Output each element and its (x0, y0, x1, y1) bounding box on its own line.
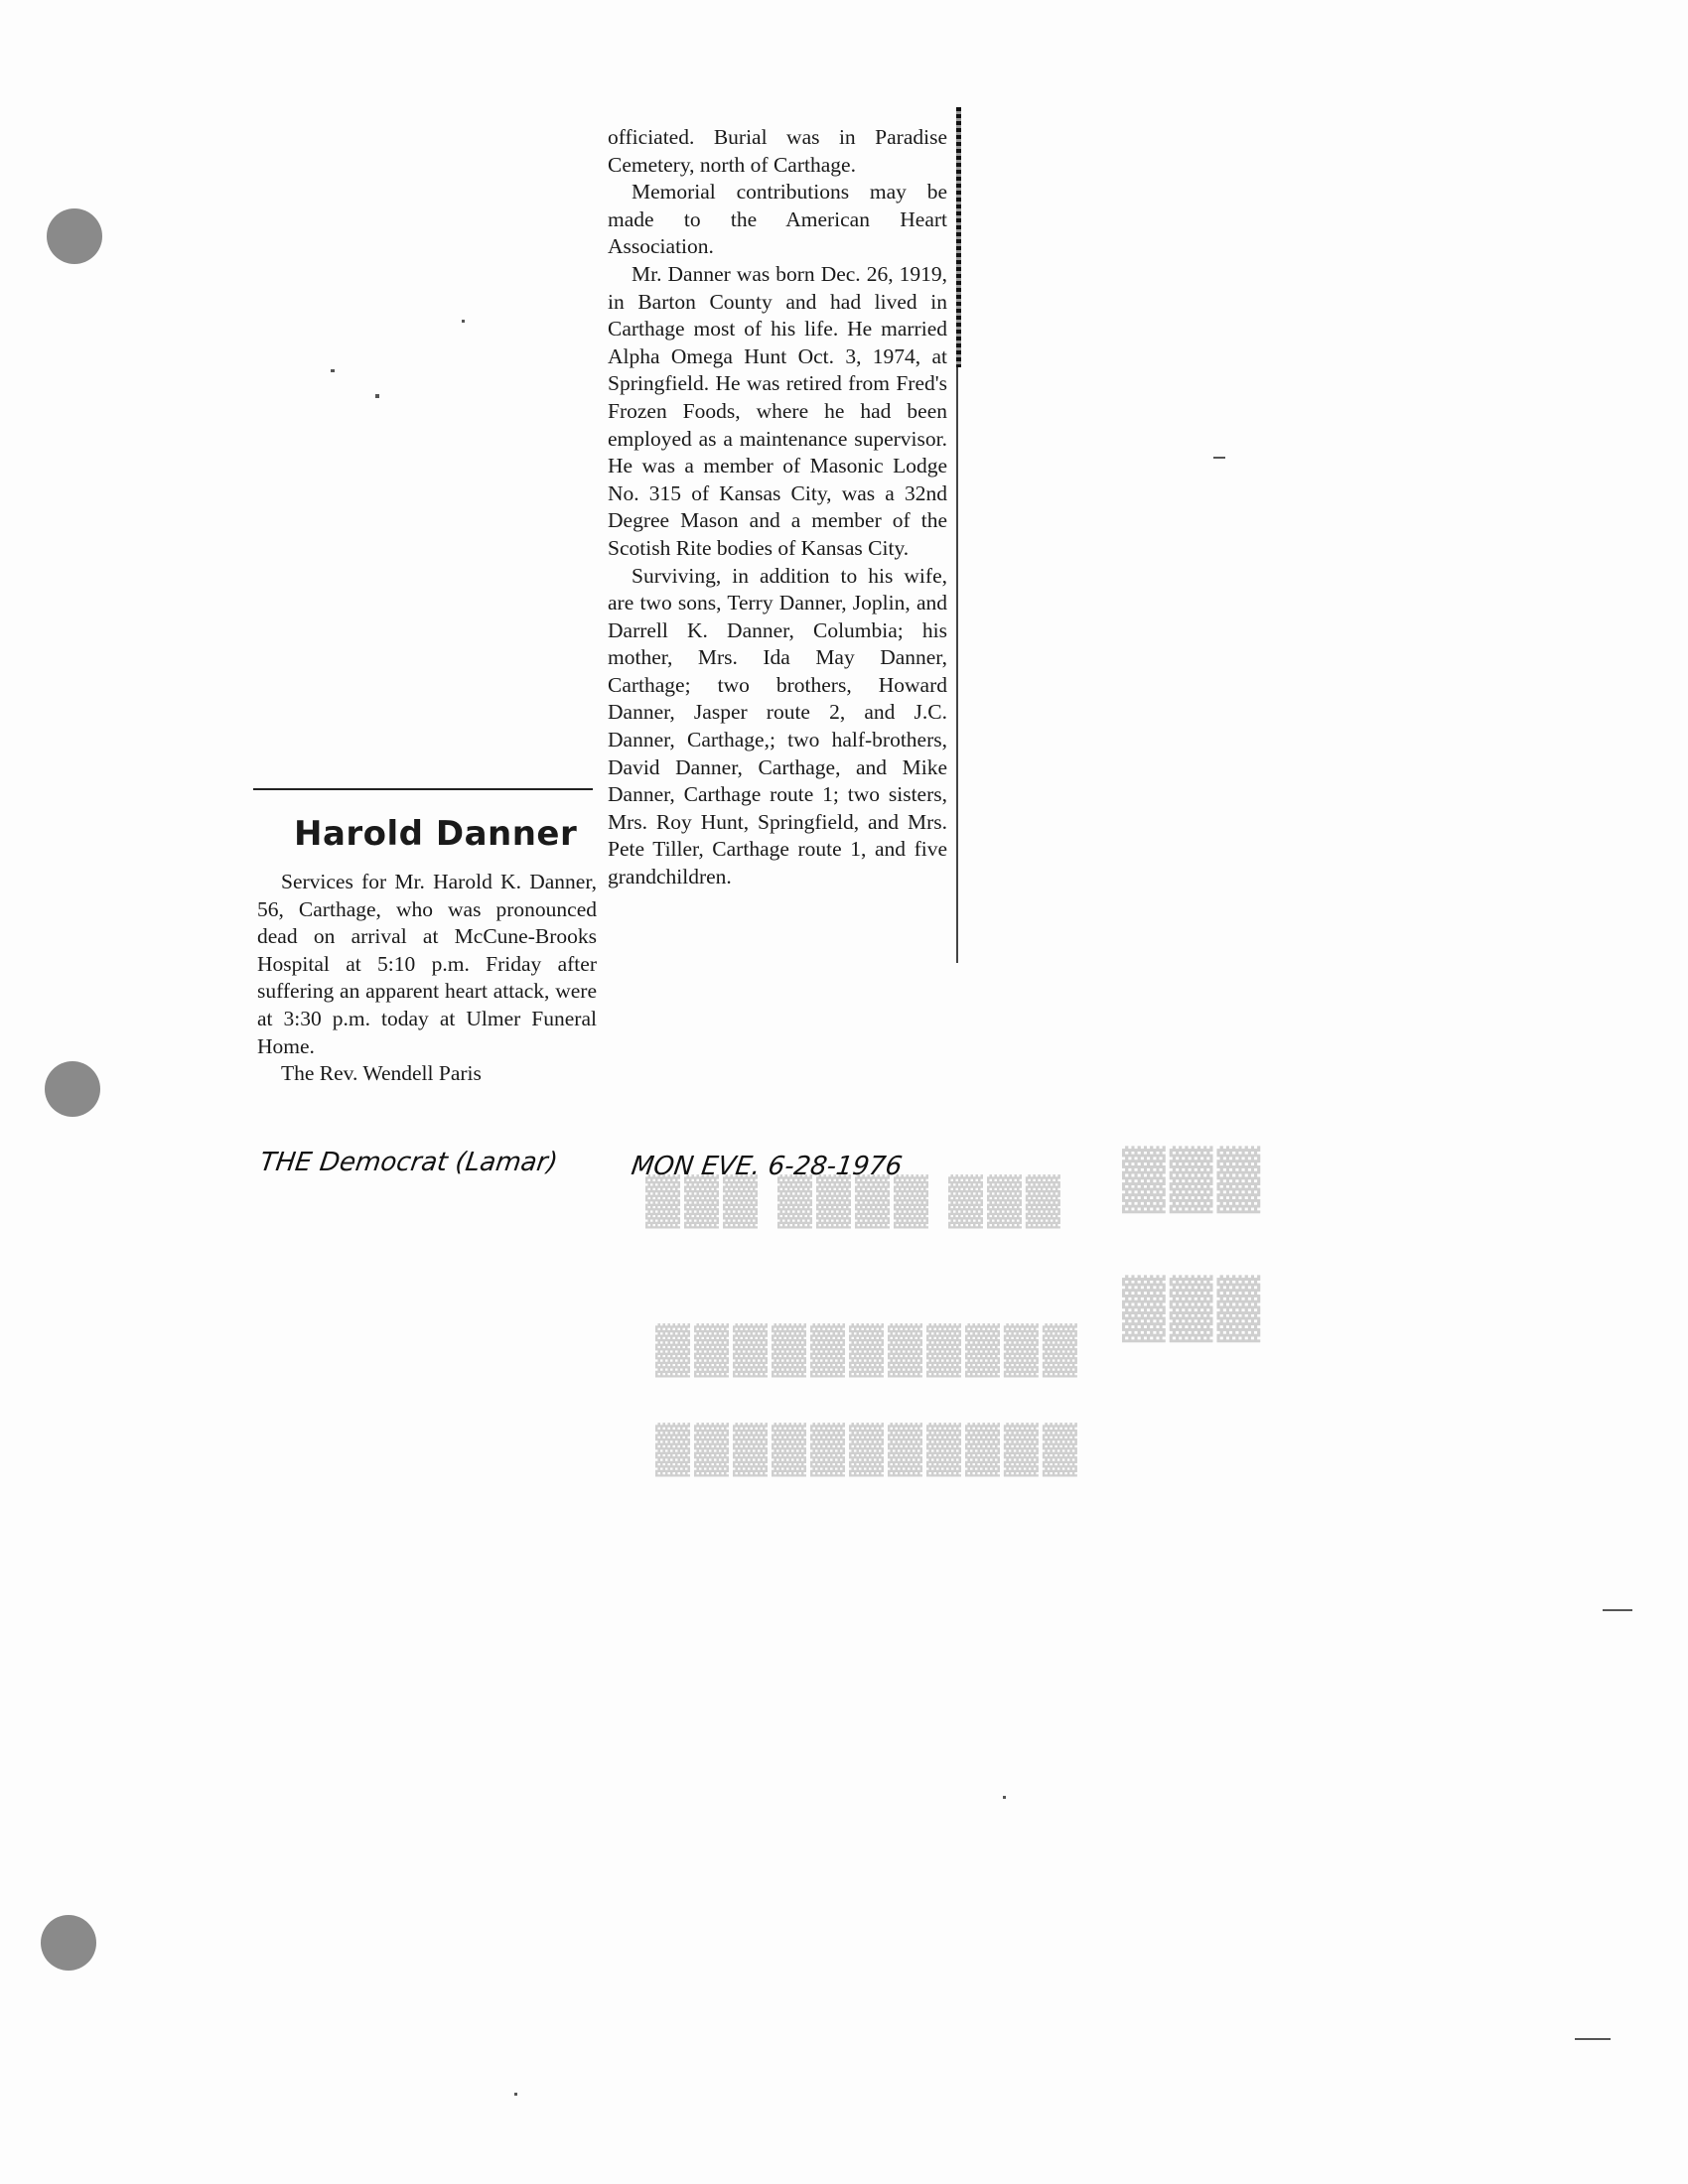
obituary-column-right (608, 124, 947, 891)
scan-speck (1603, 1609, 1632, 1611)
bleed-through: ▓▓▓▓▓▓▓▓▓▓▓ (655, 1421, 1081, 1473)
bleed-through: ▓▓▓ (1122, 1272, 1265, 1337)
scan-speck (331, 369, 335, 372)
scan-speck (375, 394, 379, 398)
bleed-through: ▓▓▓▓▓▓▓▓▓▓▓ (655, 1321, 1081, 1374)
scan-speck (1213, 457, 1225, 459)
scan-speck (462, 320, 465, 323)
bleed-through: ▓▓▓ (1122, 1143, 1265, 1208)
scan-speck (1003, 1796, 1006, 1799)
paragraph-biography: Mr. Danner was born Dec. 26, 1919, in Barton County and had lived in Carthage most of his life. He married Alpha Omega Hunt Oct. 3, 1974, at Springfield. He was retired from Fred's Frozen Foods, where he had been employed as a maintenance supervisor. He was a member of Masonic Lodge No. 315 of Kansas City, was a 32nd Degree Mason and a member of the Scotish Rite bodies of Kansas City. (608, 261, 947, 560)
obituary-column-left (257, 869, 597, 1088)
scan-speck (1575, 2038, 1611, 2040)
clipping-right-edge (956, 107, 961, 367)
paragraph-officiant: The Rev. Wendell Paris (281, 1061, 482, 1086)
paragraph-services: Services for Mr. Harold K. Danner, 56, Carthage, who was pronounced dead on arrival at McCune-Brooks Hospital at 5:10 p.m. Friday after suffering an apparent heart attack, were at 3:30 p.m. today at Ulmer Funeral Home. (257, 870, 597, 1058)
scan-speck (514, 2093, 517, 2096)
clipping-right-edge-lower (956, 367, 958, 963)
obituary-headline: Harold Danner (294, 814, 578, 854)
punch-hole-top (47, 208, 102, 264)
bleed-through: ▓▓▓ ▓▓▓▓ ▓▓▓ (645, 1172, 1064, 1225)
paragraph-survivors: Surviving, in addition to his wife, are two sons, Terry Danner, Joplin, and Darrell K. Danner, Columbia; his mother, Mrs. Ida May Danner, Carthage; two brothers, Howard Danner, Jasper route 2, and J.C. Danner, Carthage,; two half-brothers, David Danner, Carthage, and Mike Danner, Carthage route 1; two sisters, Mrs. Roy Hunt, Springfield, and Mrs. Pete Tiller, Carthage route 1, and five grandchildren. (608, 563, 947, 889)
paragraph-burial: officiated. Burial was in Paradise Cemetery, north of Carthage. (608, 125, 947, 177)
punch-hole-middle (45, 1061, 100, 1117)
punch-hole-bottom (41, 1915, 96, 1971)
handwritten-source: THE Democrat (Lamar) (257, 1148, 560, 1177)
handwritten-date: MON EVE. 6-28-1976 (629, 1152, 905, 1181)
headline-top-rule (253, 788, 593, 790)
paragraph-memorial: Memorial contributions may be made to the American Heart Association. (608, 180, 947, 259)
